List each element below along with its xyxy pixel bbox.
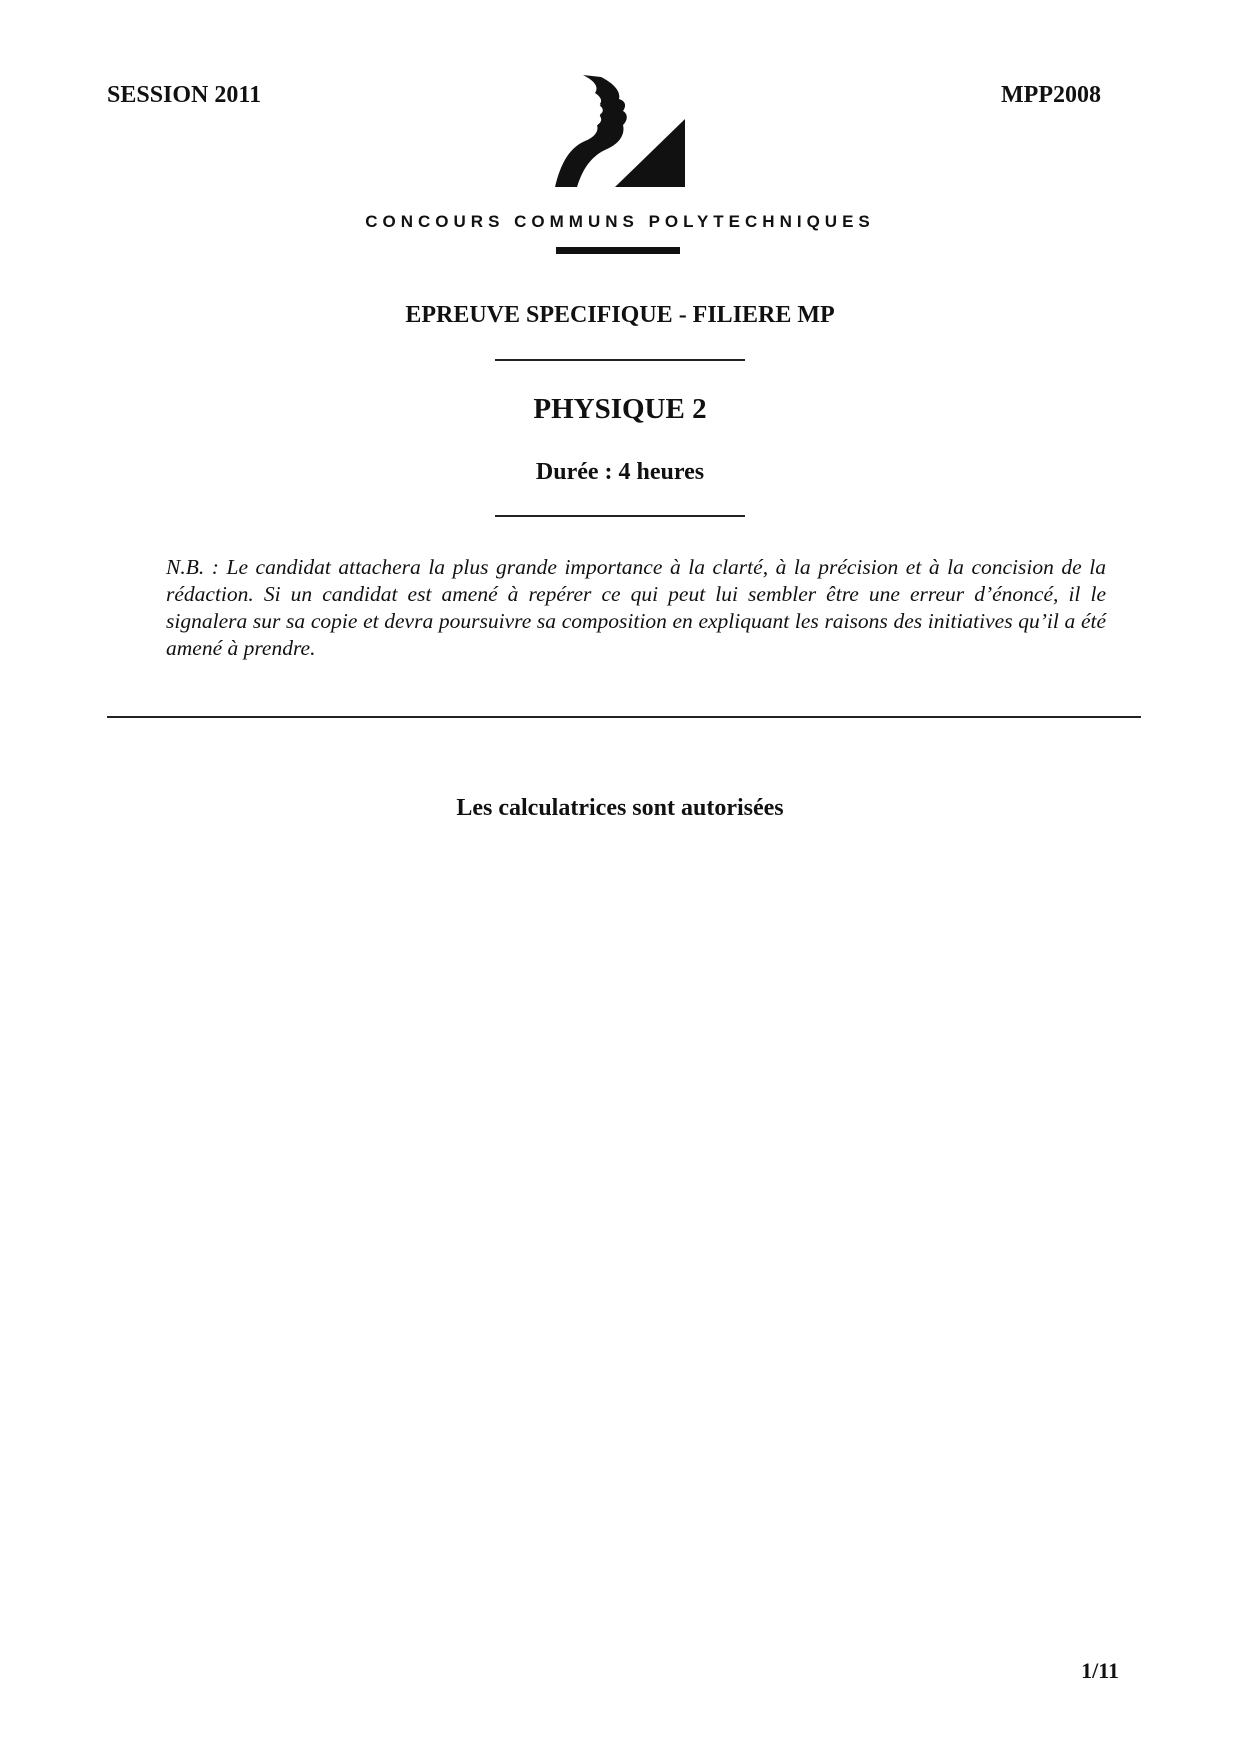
instructions-note: N.B. : Le candidat attachera la plus grande importance à la clarté, à la précision et à la concision de la rédaction. Si un candidat est amené à repérer ce qui peut lui sembler être une erreur d’énoncé, il le signalera sur sa copie et devra poursuivre sa composition en expliquant les raisons des initiatives qu’il a été amené à prendre. — [166, 555, 1106, 660]
exam-subject: PHYSIQUE 2 — [533, 393, 707, 425]
section-divider — [107, 716, 1141, 718]
calculators-notice: Les calculatrices sont autorisées — [456, 795, 784, 821]
exam-code: MPP2008 — [1001, 82, 1101, 108]
logo-text: CONCOURS COMMUNS POLYTECHNIQUES — [365, 212, 875, 231]
divider — [495, 515, 745, 517]
faces-profile-logo-icon — [555, 75, 685, 195]
divider — [495, 359, 745, 361]
session-label: SESSION 2011 — [107, 82, 262, 108]
exam-type: EPREUVE SPECIFIQUE - FILIERE MP — [405, 302, 835, 328]
exam-duration: Durée : 4 heures — [535, 459, 705, 485]
page-number: 1/11 — [1081, 1658, 1119, 1683]
logo-underline — [556, 247, 680, 254]
